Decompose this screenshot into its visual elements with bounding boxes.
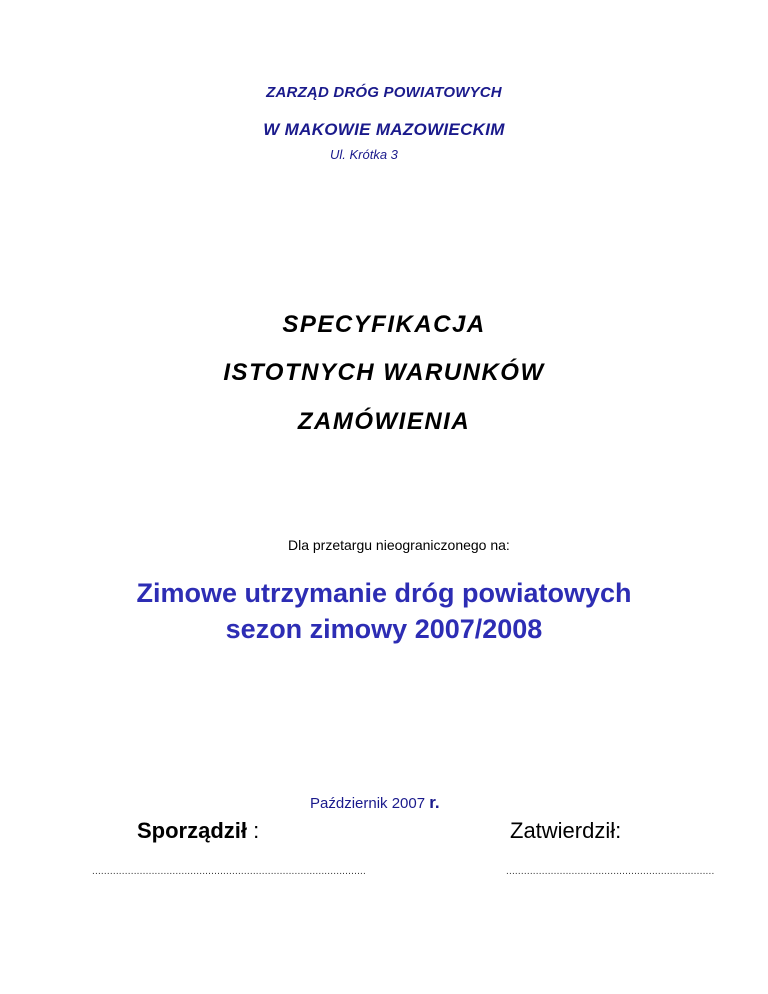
tender-subject-line-1: Zimowe utrzymanie dróg powiatowych [136,578,632,608]
approved-by-label: Zatwierdził: [510,818,622,843]
date-suffix: r. [429,793,440,812]
date-text: Październik 2007 [310,795,430,812]
organization-address: Ul. Krótka 3 [330,147,398,162]
prepared-by-text: Sporządził [137,818,248,843]
approved-by-signature-line: ...................................................................... [506,866,715,877]
document-title-line-3: ZAMÓWIENIA [297,408,471,435]
document-title-line-1: SPECYFIKACJA [282,311,486,338]
tender-intro: Dla przetargu nieograniczonego na: [288,537,510,553]
prepared-by-colon: : [247,818,260,843]
organization-location: W MAKOWIE MAZOWIECKIM [263,120,505,139]
organization-name: ZARZĄD DRÓG POWIATOWYCH [266,84,502,101]
prepared-by-signature-line: ............................................................................................ [92,866,367,877]
prepared-by-label [137,818,259,844]
document-title-line-2: ISTOTNYCH WARUNKÓW [223,359,545,386]
tender-subject-line-2: sezon zimowy 2007/2008 [225,614,543,644]
document-date [310,793,440,813]
